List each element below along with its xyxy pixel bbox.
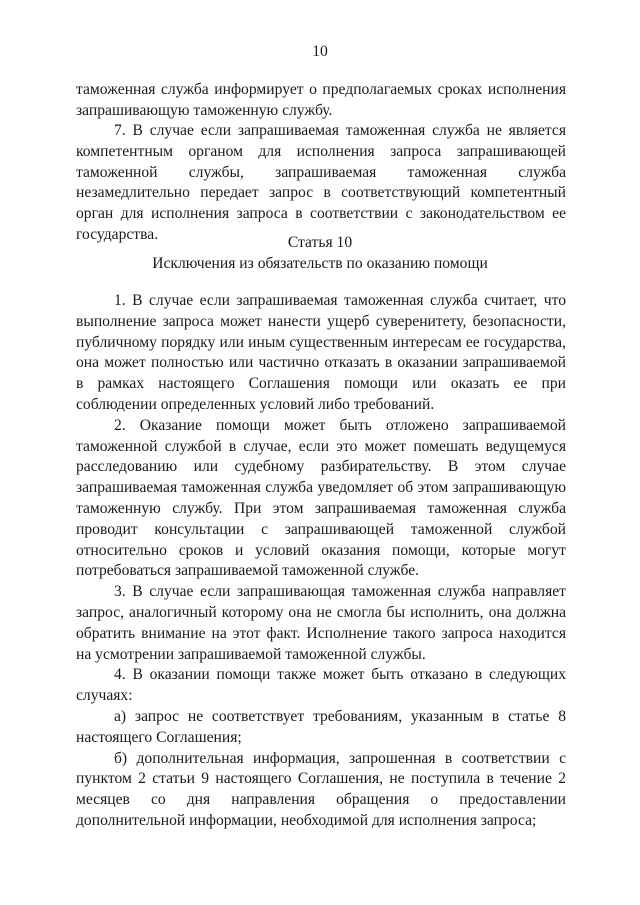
paragraph-7 (76, 121, 566, 246)
article-body (76, 291, 566, 832)
page-number: 10 (312, 43, 328, 60)
paragraph-text: 7. В случае если запрашиваемая таможенная служба не является компетентным органом для исполнения запроса запрашивающей таможенной службы, запрашиваемая таможенная служба незамедлительно передает запрос в соответствующий компетентный орган для исполнения запроса в соответствии с законодательством ее государства. (76, 122, 566, 243)
clause-3: 3. В случае если запрашивающая таможенная служба направляет запрос, аналогичный которому она не смогла бы исполнить, она должна обратить внимание на этот факт. Исполнение такого запроса находится на усмотрении запрашиваемой таможенной службы. (76, 583, 566, 663)
article-subtitle: Исключения из обязательств по оказанию помощи (152, 255, 488, 272)
subclause-b: б) дополнительная информация, запрошенная в соответствии с пунктом 2 статьи 9 настоящего Соглашения, не поступила в течение 2 месяцев со дня направления обращения о предоставлении дополнительной информации, необходимой для исполнения запроса; (76, 749, 566, 829)
subclause-a: а) запрос не соответствует требованиям, указанным в статье 8 настоящего Соглашения; (76, 707, 566, 746)
clause-4: 4. В оказании помощи также может быть отказано в следующих случаях: (76, 666, 566, 705)
article-title: Статья 10 (287, 234, 353, 251)
clause-1: 1. В случае если запрашиваемая таможенная служба считает, что выполнение запроса может нанести ущерб суверенитету, безопасности, публичному порядку или иным существенным интересам ее государства, она может полностью или частично отказать в оказании запрашиваемой в рамках настоящего Соглашения помощи или оказать ее при соблюдении определенных условий либо требований. (76, 292, 566, 413)
paragraph-text: таможенная служба информирует о предполагаемых сроках исполнения запрашивающую таможенную службу. (76, 81, 566, 119)
paragraph-continuation (76, 80, 566, 122)
clause-2: 2. Оказание помощи может быть отложено запрашиваемой таможенной службой в случае, если это может помешать ведущемуся расследованию или судебному разбирательству. В этом случае запрашиваемая таможенная служба уведомляет об этом запрашивающую таможенную службу. При этом запрашиваемая таможенная служба проводит консультации с запрашивающей таможенной службой относительно сроков и условий оказания помощи, которые могут потребоваться запрашиваемой таможенной службе. (76, 416, 566, 580)
